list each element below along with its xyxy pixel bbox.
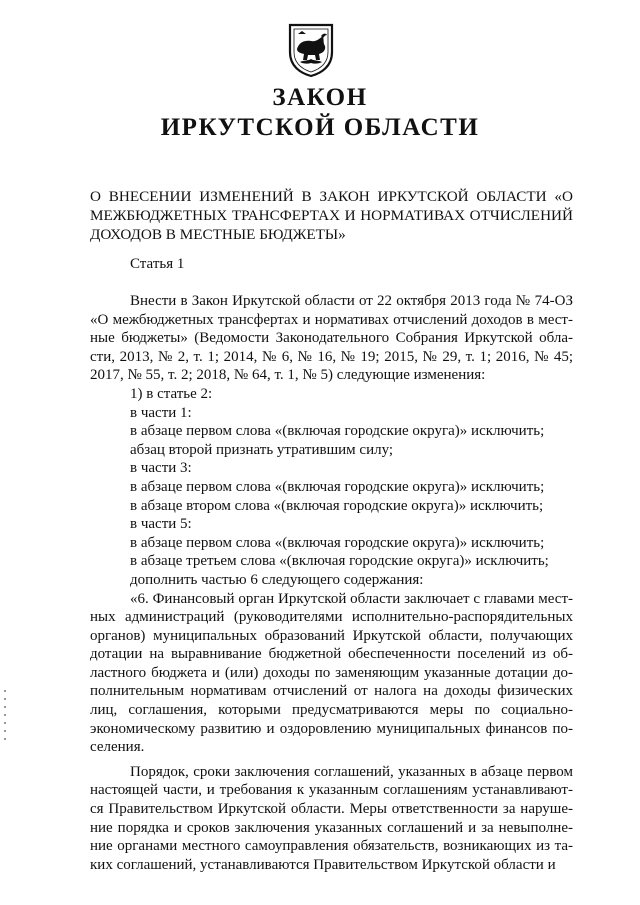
law-subject: О ВНЕСЕНИИ ИЗМЕНЕНИЙ В ЗАКОН ИРКУТСКОЙ ОБЛАСТИ «О МЕЖБЮДЖЕТНЫХ ТРАНСФЕРТАХ И НОРМАТИВАХ ОТЧИСЛЕНИЙ ДОХОДОВ В МЕСТНЫЕ БЮДЖЕТЫ» (90, 188, 573, 243)
amendment-line: в части 1: (130, 404, 192, 421)
amendment-line: в абзаце первом слова «(включая городские округа)» исключить; (130, 423, 545, 440)
amendment-line: абзац второй признать утратившим силу; (130, 441, 394, 458)
amendment-line: в абзаце первом слова «(включая городские округа)» исключить; (130, 534, 545, 551)
amendment-line: в части 3: (130, 460, 192, 477)
coat-of-arms-icon (286, 22, 336, 78)
amendment-line: 1) в статье 2: (130, 385, 213, 402)
amendment-line: дополнить частью 6 следующего содержания: (130, 571, 424, 588)
amendment-line: в абзаце первом слова «(включая городские округа)» исключить; (130, 478, 545, 495)
amendment-line: в абзаце втором слова «(включая городские округа)» исключить; (130, 497, 544, 514)
scan-edge-marks (4, 690, 8, 750)
article-heading: Статья 1 (130, 256, 185, 272)
order-paragraph: Порядок, сроки заключения соглашений, указанных в абзаце первом настоящей части, и требования к указанным соглашениям устанавливаются Правительством Иркутской области. Меры ответственности за нарушение порядка и сроков заключения указанных соглашений и за невыполнение органами местного самоуправления обязательств, возникающих из таких соглашений, устанавливаются Правительством Иркутской области и (90, 763, 573, 873)
amendment-line: в части 5: (130, 516, 192, 533)
amendment-line: в абзаце третьем слова «(включая городские округа)» исключить; (130, 553, 549, 570)
part-6-paragraph: «6. Финансовый орган Иркутской области заключает с главами местных администраций (руководителями исполнительно-распорядительных органов) муниципальных образований Иркутской области, получающих дотации на выравнивание бюджетной обеспеченности поселений из областного бюджета и (или) доходы по заменяющим указанные дотации дополнительным нормативам отчислений от налога на доходы физических лиц, соглашения, которыми предусматриваются меры по социально-экономическому развитию и оздоровлению муниципальных финансов поселения. (90, 590, 573, 756)
article-body (90, 292, 573, 874)
document-title: ЗАКОН (272, 84, 368, 111)
document-title-region: ИРКУТСКОЙ ОБЛАСТИ (160, 114, 480, 141)
intro-paragraph: Внести в Закон Иркутской области от 22 октября 2013 года № 74-ОЗ «О межбюджетных трансфертах и нормативах отчислений доходов в местные бюджеты» (Ведомости Законодательного Собрания Иркутской области, 2013, № 2, т. 1; 2014, № 6, № 16, № 19; 2015, № 29, т. 1; 2016, № 45; 2017, № 55, т. 2; 2018, № 64, т. 1, № 5) следующие изменения: (90, 293, 573, 384)
